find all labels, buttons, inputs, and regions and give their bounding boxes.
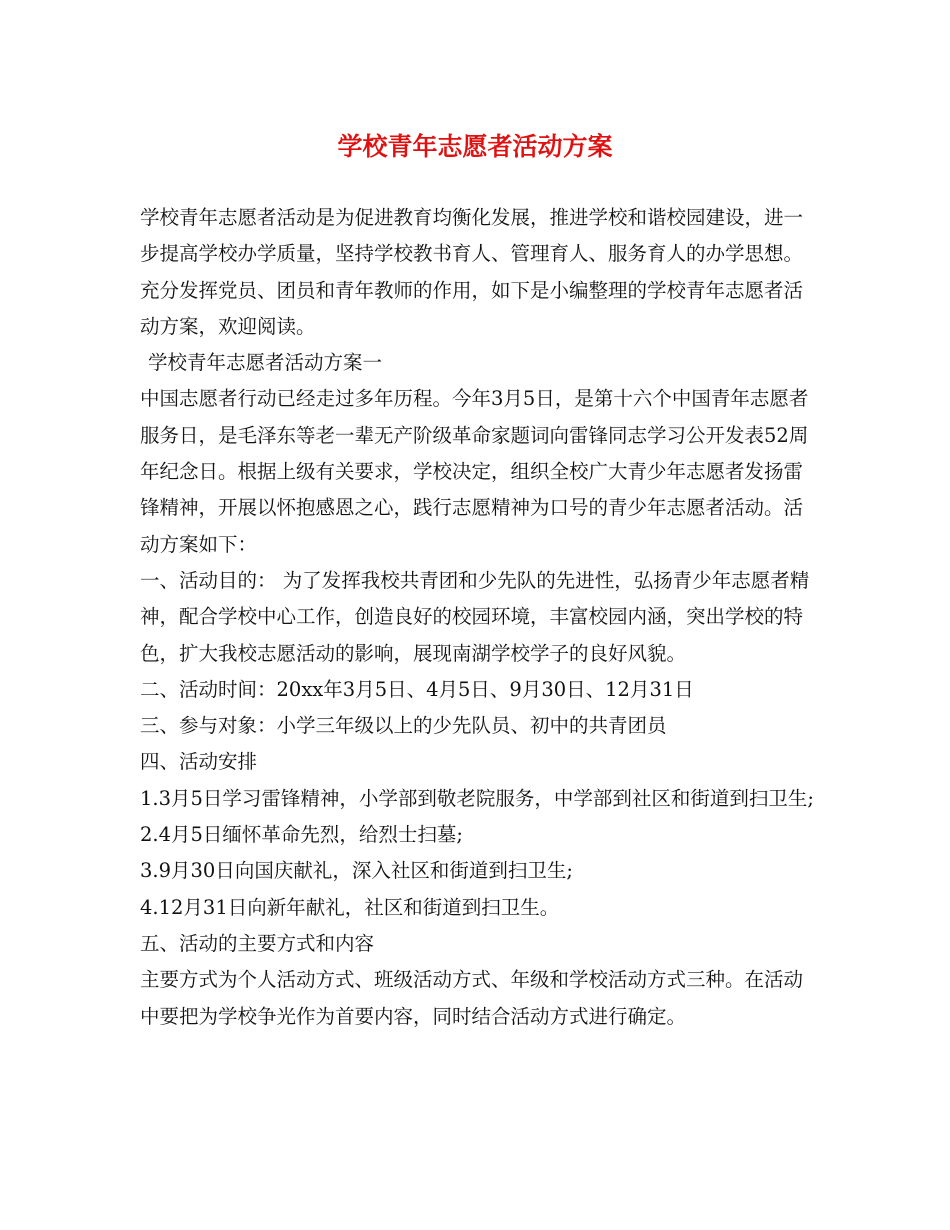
purpose-paragraph: 一、活动目的： 为了发挥我校共青团和少先队的先进性，弘扬青少年志愿者精神，配合学校中心工作，创造良好的校园环境，丰富校园内涵，突出学校的特色，扩大我校志愿活动的影响，展现南湖学校学子的良好风貌。 <box>140 568 810 665</box>
arrangement-item-3: 3.9月30日向国庆献礼，深入社区和街道到扫卫生; <box>140 859 573 883</box>
arrangement-item-4: 4.12月31日向新年献礼，社区和街道到扫卫生。 <box>140 895 560 919</box>
time-paragraph: 二、活动时间：20xx年3月5日、4月5日、9月30日、12月31日 <box>140 677 694 701</box>
arrangement-item-1: 1.3月5日学习雷锋精神，小学部到敬老院服务，中学部到社区和街道到扫卫生; <box>140 786 814 810</box>
background-paragraph: 中国志愿者行动已经走过多年历程。今年3月5日，是第十六个中国青年志愿者服务日，是毛泽东等老一辈无产阶级革命家题词向雷锋同志学习公开发表52周年纪念日。根据上级有关要求，学校决定，组织全校广大青少年志愿者发扬雷锋精神，开展以怀抱感恩之心，践行志愿精神为口号的青少年志愿者活动。活动方案如下： <box>140 387 809 556</box>
document-title: 学校青年志愿者活动方案 <box>337 132 613 161</box>
arrangement-item-2: 2.4月5日缅怀革命先烈，给烈士扫墓; <box>140 823 463 847</box>
document-body <box>140 200 820 1035</box>
participants-paragraph: 三、参与对象：小学三年级以上的少先队员、初中的共青团员 <box>140 714 667 738</box>
methods-heading: 五、活动的主要方式和内容 <box>140 931 375 955</box>
methods-paragraph: 主要方式为个人活动方式、班级活动方式、年级和学校活动方式三种。在活动中要把为学校争光作为首要内容，同时结合活动方式进行确定。 <box>140 968 804 1028</box>
arrangement-heading: 四、活动安排 <box>140 750 258 774</box>
section-heading-plan-one: 学校青年志愿者活动方案一 <box>148 351 383 375</box>
intro-paragraph: 学校青年志愿者活动是为促进教育均衡化发展，推进学校和谐校园建设，进一步提高学校办学质量，坚持学校教书育人、管理育人、服务育人的办学思想。充分发挥党员、团员和青年教师的作用，如下是小编整理的学校青年志愿者活动方案，欢迎阅读。 <box>140 206 804 338</box>
